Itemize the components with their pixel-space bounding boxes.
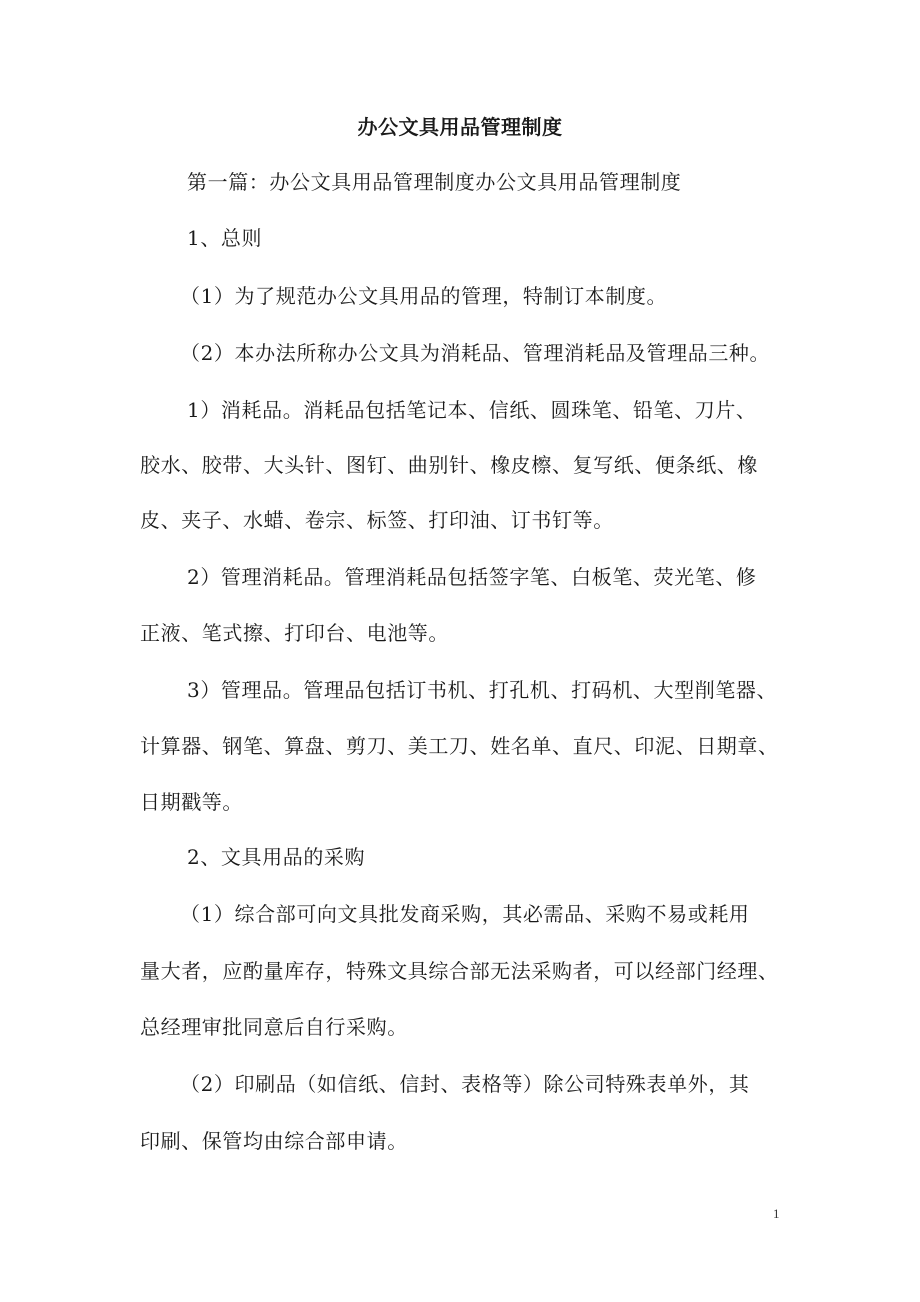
section-heading: 1、总则 (187, 226, 263, 250)
paragraph-line: （1）为了规范办公文具用品的管理，特制订本制度。 (180, 284, 668, 308)
paragraph-line: 总经理审批同意后自行采购。 (140, 1015, 408, 1039)
paragraph-line: （1）综合部可向文具批发商采购，其必需品、采购不易或耗用 (180, 902, 750, 926)
page-number: 1 (773, 1206, 780, 1221)
paragraph-line: 量大者，应酌量库存，特殊文具综合部无法采购者，可以经部门经理、 (140, 959, 779, 983)
paragraph-line: 正液、笔式擦、打印台、电池等。 (140, 621, 449, 645)
paragraph-line: 胶水、胶带、大头针、图钉、曲别针、橡皮檫、复写纸、便条纸、橡 (140, 453, 758, 477)
paragraph-line: 皮、夹子、水蜡、卷宗、标签、打印油、订书钉等。 (140, 508, 614, 532)
document-title: 办公文具用品管理制度 (357, 115, 563, 139)
paragraph-line: 第一篇：办公文具用品管理制度办公文具用品管理制度 (187, 170, 682, 194)
paragraph-line: （2）本办法所称办公文具为消耗品、管理消耗品及管理品三种。 (180, 341, 771, 365)
section-heading: 2、文具用品的采购 (187, 845, 366, 869)
paragraph-line: （2）印刷品（如信纸、信封、表格等）除公司特殊表单外，其 (180, 1072, 750, 1096)
paragraph-line: 日期戳等。 (140, 790, 243, 814)
paragraph-line: 计算器、钢笔、算盘、剪刀、美工刀、姓名单、直尺、印泥、日期章、 (140, 734, 779, 758)
paragraph-line: 印刷、保管均由综合部申请。 (140, 1129, 408, 1153)
paragraph-line: 3）管理品。管理品包括订书机、打孔机、打码机、大型削笔器、 (187, 678, 778, 702)
paragraph-line: 2）管理消耗品。管理消耗品包括签字笔、白板笔、荧光笔、修 (187, 565, 757, 589)
paragraph-line: 1）消耗品。消耗品包括笔记本、信纸、圆珠笔、铅笔、刀片、 (187, 398, 757, 422)
